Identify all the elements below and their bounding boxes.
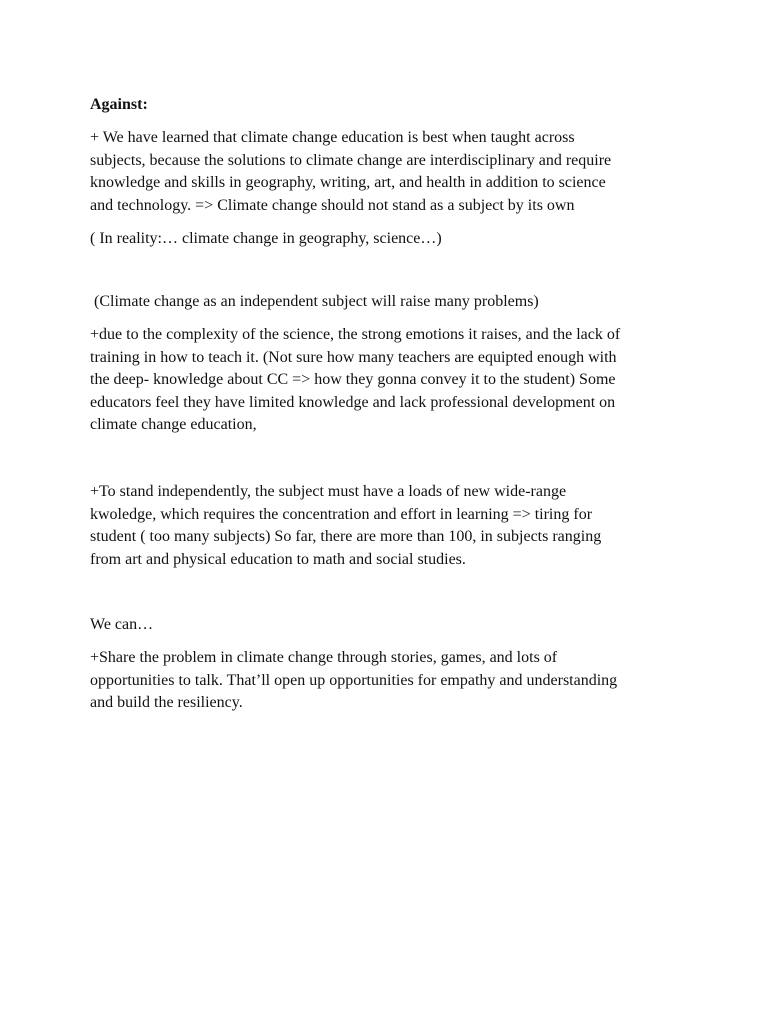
paragraph-in-reality: ( In reality:… climate change in geography, science…): [90, 230, 442, 247]
text-line: and technology. => Climate change should not stand as a subject by its own: [90, 196, 575, 214]
text-line: subjects, because the solutions to climate change are interdisciplinary and require: [90, 151, 612, 169]
paragraph-share-problem: [90, 647, 690, 715]
text-line: educators feel they have limited knowledge and lack professional development on: [90, 393, 616, 411]
text-line: +due to the complexity of the science, the strong emotions it raises, and the lack of: [90, 326, 621, 343]
text-line: climate change education,: [90, 416, 257, 433]
text-line: and build the resiliency.: [90, 694, 243, 711]
text-line: from art and physical education to math and social studies.: [90, 550, 466, 568]
text-line: the deep- knowledge about CC => how they gonna convey it to the student) Some: [90, 371, 616, 388]
text-line: student ( too many subjects) So far, there are more than 100, in subjects ranging: [90, 528, 602, 545]
text-line: + We have learned that climate change education is best when taught across: [90, 129, 575, 146]
paragraph-complexity: [90, 324, 690, 437]
paragraph-problems: (Climate change as an independent subject will raise many problems): [90, 293, 539, 310]
paragraph-stand-independently: [90, 481, 690, 571]
paragraph-interdisciplinary: [90, 127, 690, 217]
text-line: training in how to teach it. (Not sure how many teachers are equipted enough with: [90, 348, 617, 366]
text-line: opportunities to talk. That’ll open up opportunities for empathy and understanding: [90, 671, 618, 689]
text-line: kwoledge, which requires the concentration and effort in learning => tiring for: [90, 505, 593, 523]
heading-against: Against:: [90, 96, 148, 113]
text-line: +To stand independently, the subject must have a loads of new wide-range: [90, 483, 567, 500]
paragraph-we-can: We can…: [90, 616, 154, 633]
text-line: knowledge and skills in geography, writing, art, and health in addition to science: [90, 174, 606, 191]
text-line: +Share the problem in climate change through stories, games, and lots of: [90, 649, 558, 666]
